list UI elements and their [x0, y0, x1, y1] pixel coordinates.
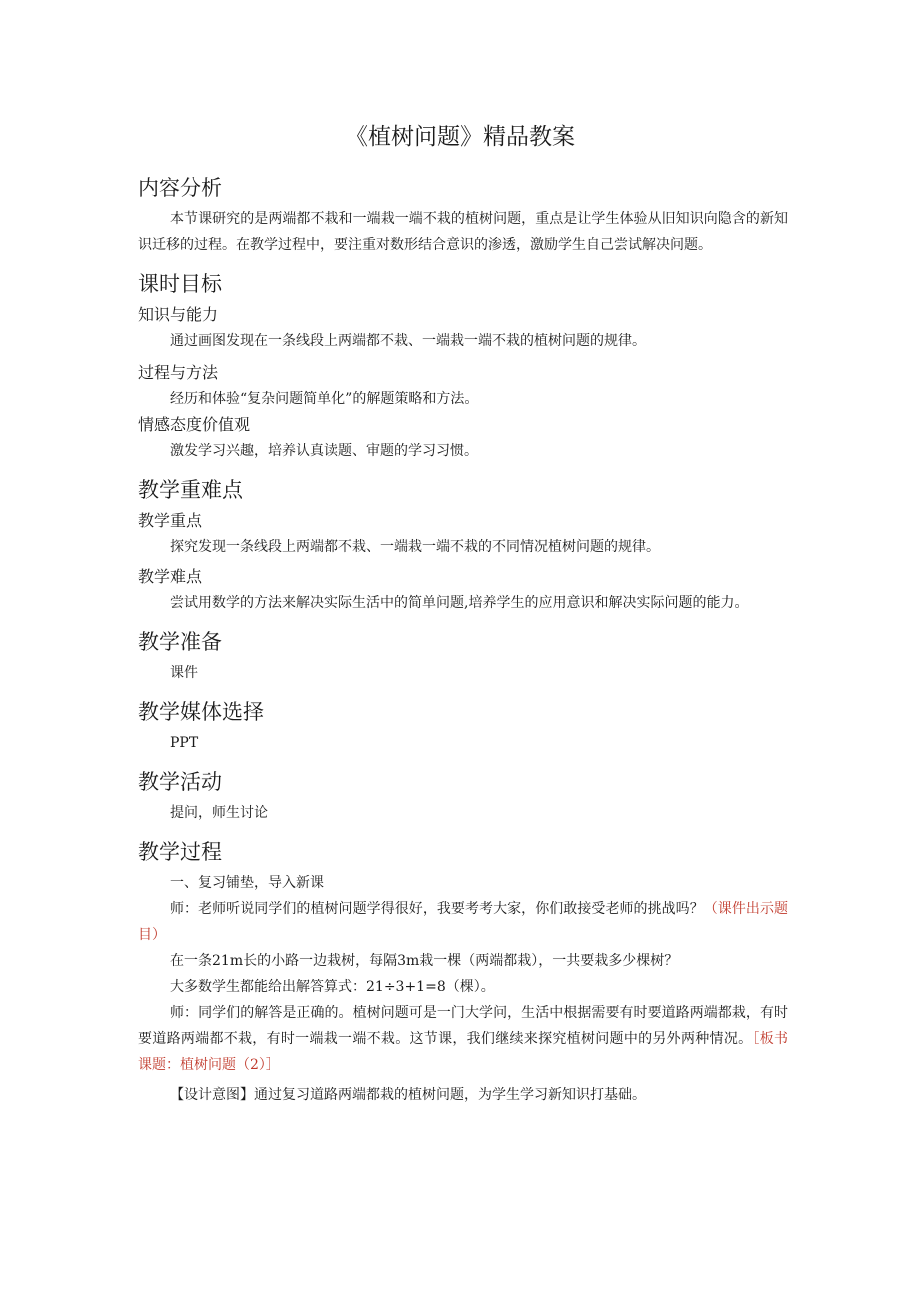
- document-body: [138, 170, 788, 1108]
- focus-paragraph: 探究发现一条线段上两端都不栽、一端栽一端不栽的不同情况植树问题的规律。: [170, 539, 660, 555]
- subheading-knowledge: 知识与能力: [138, 305, 219, 324]
- section-heading-objectives: 课时目标: [138, 272, 222, 296]
- subheading-difficulty: 教学难点: [138, 567, 203, 586]
- courseware-note: （课件出示题目）: [138, 901, 788, 943]
- section-heading-procedure: 教学过程: [138, 840, 222, 864]
- process-paragraph: 经历和体验“复杂问题简单化”的解题策略和方法。: [170, 391, 479, 407]
- content-analysis-paragraph: 本节课研究的是两端都不栽和一端栽一端不栽的植树问题，重点是让学生体验从旧知识向隐含的新知识迁移的过程。在教学过程中，要注重对数形结合意识的渗透，激励学生自己尝试解决问题。: [138, 211, 788, 253]
- subheading-focus: 教学重点: [138, 511, 203, 530]
- difficulty-paragraph: 尝试用数学的方法来解决实际生活中的简单问题,培养学生的应用意识和解决实际问题的能力。: [170, 595, 749, 611]
- activity-paragraph: 提问，师生讨论: [170, 805, 268, 821]
- section-heading-key-points: 教学重难点: [138, 478, 243, 502]
- attitude-paragraph: 激发学习兴趣，培养认真读题、审题的学习习惯。: [170, 443, 478, 459]
- design-intent-paragraph: 【设计意图】通过复习道路两端都栽的植树问题，为学生学习新知识打基础。: [170, 1087, 646, 1103]
- media-paragraph: PPT: [170, 735, 199, 751]
- section-heading-activity: 教学活动: [138, 770, 222, 794]
- teacher-explanation-paragraph: [138, 1000, 788, 1078]
- page-title: 《植树问题》精品教案: [345, 124, 575, 150]
- section-heading-content-analysis: 内容分析: [138, 176, 222, 200]
- answer-paragraph: 大多数学生都能给出解答算式：21÷3+1=8（棵）。: [170, 979, 495, 995]
- knowledge-paragraph: 通过画图发现在一条线段上两端都不栽、一端栽一端不栽的植树问题的规律。: [170, 333, 646, 349]
- board-title-note: ［板书课题：植树问题（2）］: [138, 1031, 788, 1073]
- subheading-process: 过程与方法: [138, 363, 219, 382]
- subheading-attitude: 情感态度价值观: [138, 415, 251, 434]
- teacher-question-paragraph: [138, 896, 788, 948]
- section-heading-media: 教学媒体选择: [138, 700, 264, 724]
- section-heading-preparation: 教学准备: [138, 630, 222, 654]
- problem-paragraph: 在一条21m长的小路一边栽树，每隔3m栽一棵（两端都栽），一共要栽多少棵树？: [170, 953, 679, 969]
- teacher-explanation-text: 师：同学们的解答是正确的。植树问题可是一门大学问，生活中根据需要有时要道路两端都栽，有时要道路两端都不栽，有时一端栽一端不栽。这节课，我们继续来探究植树问题中的另外两种情况。: [138, 1005, 788, 1047]
- teacher-question-text: 师：老师听说同学们的植树问题学得很好，我要考考大家，你们敢接受老师的挑战吗？: [170, 901, 704, 917]
- procedure-step-1: 一、复习铺垫，导入新课: [170, 875, 324, 891]
- preparation-paragraph: 课件: [170, 665, 198, 681]
